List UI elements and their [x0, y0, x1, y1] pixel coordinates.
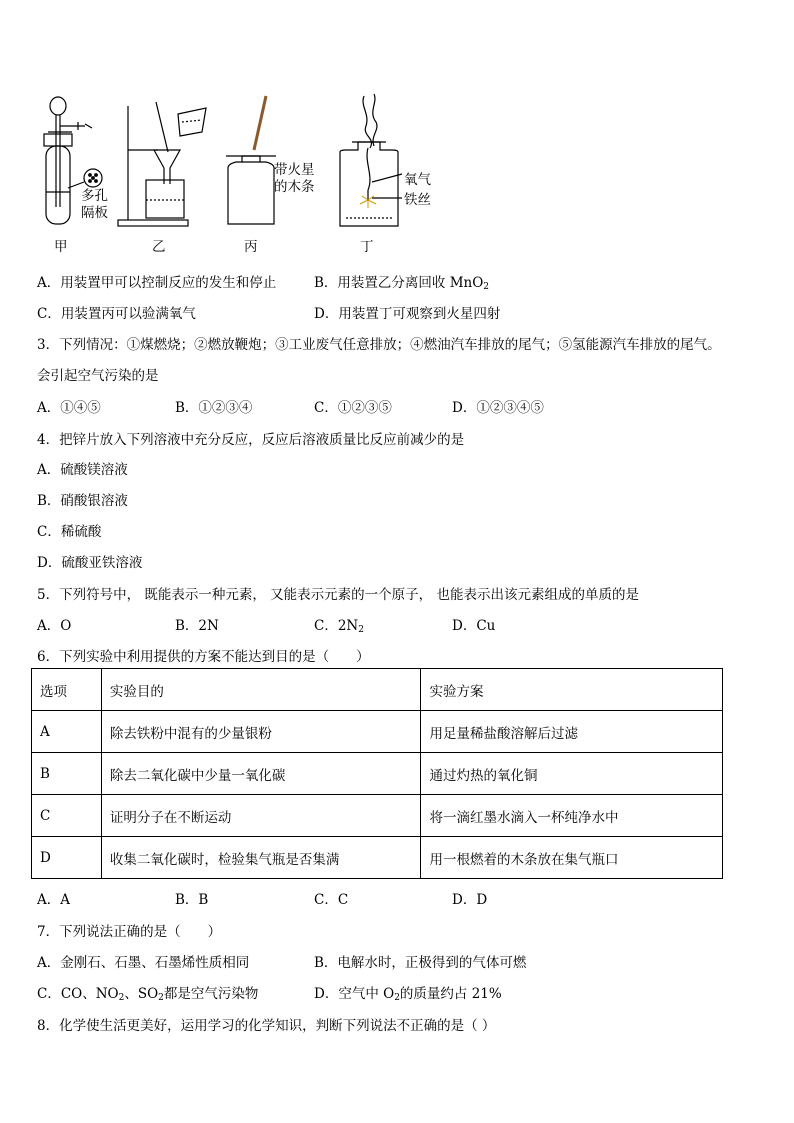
table-row [32, 753, 723, 795]
table-cell: 收集二氧化碳时，检验集气瓶是否集满 [101, 837, 421, 879]
q7-option-a: A．金刚石、石墨、石墨烯性质相同 [37, 955, 250, 971]
label-iron-wire: 铁丝 [404, 192, 431, 208]
q4-option-b: B．硝酸银溶液 [37, 493, 128, 509]
table-cell: D [32, 837, 102, 879]
table-header-cell: 选项 [32, 669, 102, 711]
q3-stem-line2: 会引起空气污染的是 [37, 368, 159, 384]
label-plate-line2: 隔板 [81, 205, 108, 221]
caption-jia: 甲 [54, 239, 68, 255]
apparatus-bing [226, 96, 276, 224]
q3-option-b: B．①②③④ [175, 400, 253, 416]
caption-yi: 乙 [152, 239, 166, 255]
table-cell: 将一滴红墨水滴入一杯纯净水中 [421, 795, 723, 837]
q6-option-d: D．D [452, 892, 488, 908]
q5-option-b: B．2N [175, 618, 219, 634]
apparatus-ding [340, 94, 402, 226]
table-cell: 用一根燃着的木条放在集气瓶口 [421, 837, 723, 879]
q6-stem: 6．下列实验中利用提供的方案不能达到目的是（ ） [37, 649, 370, 665]
label-splint-line1: 带火星 [274, 162, 315, 178]
table-header-cell: 实验目的 [101, 669, 421, 711]
q8-stem: 8．化学使生活更美好，运用学习的化学知识，判断下列说法不正确的是（ ） [37, 1018, 496, 1034]
caption-ding: 丁 [360, 239, 374, 255]
table-cell: A [32, 711, 102, 753]
table-header-cell: 实验方案 [421, 669, 723, 711]
q5-option-c: C．$2N_2$ [314, 618, 364, 635]
table-cell: C [32, 795, 102, 837]
caption-bing: 丙 [244, 239, 258, 255]
q4-stem: 4．把锌片放入下列溶液中充分反应，反应后溶液质量比反应前减少的是 [37, 432, 465, 448]
label-splint-line2: 的木条 [274, 179, 315, 195]
table-cell: 证明分子在不断运动 [101, 795, 421, 837]
q4-option-a: A．硫酸镁溶液 [37, 462, 128, 478]
table-cell: 除去二氧化碳中少量一氧化碳 [101, 753, 421, 795]
q6-option-b: B．B [175, 892, 209, 908]
q2-option-a: A．用装置甲可以控制反应的发生和停止 [37, 275, 277, 291]
q5-option-a: A．O [37, 618, 72, 634]
q7-option-d: D．空气中 $O_2$的质量约占 21% [314, 986, 502, 1003]
q5-option-d: D．Cu [452, 618, 496, 634]
q6-table [31, 668, 723, 879]
q3-option-c: C．①②③⑤ [314, 400, 392, 416]
table-cell: 通过灼热的氧化铜 [421, 753, 723, 795]
table-row [32, 837, 723, 879]
apparatus-drawing [30, 92, 450, 260]
q3-option-a: A．①④⑤ [37, 400, 101, 416]
table-header-row [32, 669, 723, 711]
table-row [32, 711, 723, 753]
table-row [32, 795, 723, 837]
apparatus-figure [30, 92, 450, 260]
q5-stem: 5．下列符号中， 既能表示一种元素， 又能表示元素的一个原子， 也能表示出该元素组成的单质的是 [37, 587, 639, 603]
q3-option-d: D．①②③④⑤ [452, 400, 544, 416]
q2-option-d: D．用装置丁可观察到火星四射 [314, 306, 501, 322]
q7-stem: 7．下列说法正确的是（ ） [37, 924, 222, 940]
table-cell: 除去铁粉中混有的少量银粉 [101, 711, 421, 753]
q4-option-c: C．稀硫酸 [37, 524, 102, 540]
q2-option-b: B．用装置乙分离回收 MnO$_2$ [314, 275, 490, 292]
table-cell: 用足量稀盐酸溶解后过滤 [421, 711, 723, 753]
q4-option-d: D．硫酸亚铁溶液 [37, 555, 143, 571]
q6-option-a: A．A [37, 892, 70, 908]
table-cell: B [32, 753, 102, 795]
apparatus-yi [118, 102, 206, 226]
q3-stem-line1: 3．下列情况：①煤燃烧；②燃放鞭炮；③工业废气任意排放；④燃油汽车排放的尾气；⑤氢能源汽车排放的尾气。 [37, 337, 721, 353]
label-plate-line1: 多孔 [81, 188, 108, 204]
q2-option-c: C．用装置丙可以验满氧气 [37, 306, 196, 322]
q7-option-c: C．CO、$NO_2$、$SO_2$都是空气污染物 [37, 986, 259, 1003]
q7-option-b: B．电解水时，正极得到的气体可燃 [314, 955, 527, 971]
label-oxygen: 氧气 [404, 172, 431, 188]
q6-option-c: C．C [314, 892, 349, 908]
